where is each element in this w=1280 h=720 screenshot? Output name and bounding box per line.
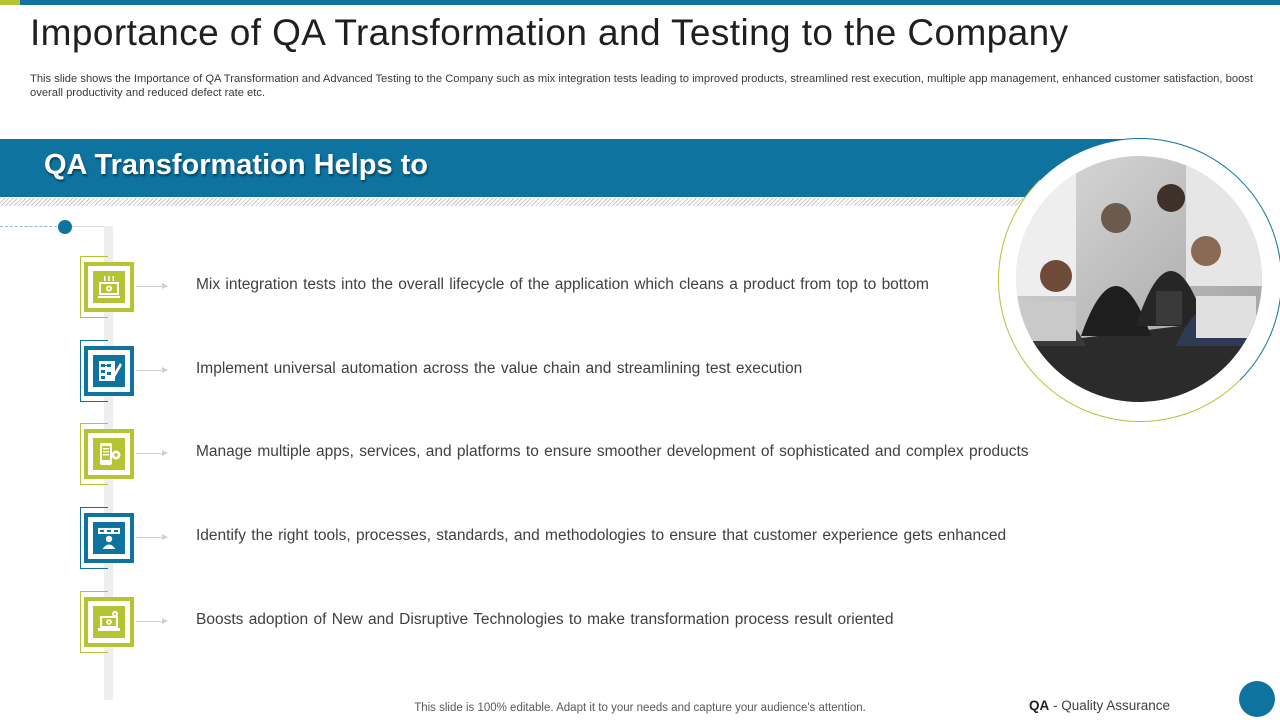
arrow-connector	[136, 621, 166, 622]
monitor-gear-icon	[93, 271, 125, 303]
list-item	[80, 591, 1060, 653]
arrow-connector	[136, 453, 166, 454]
item-text: Boosts adoption of New and Disruptive Technologies to make transformation process result oriented	[196, 611, 894, 628]
section-heading: QA Transformation Helps to	[44, 149, 429, 181]
icon-box	[84, 262, 134, 312]
list-item	[80, 340, 1060, 402]
timeline-connector	[72, 226, 108, 227]
user-screen-icon	[93, 522, 125, 554]
arrow-connector	[136, 370, 166, 371]
arrow-connector	[136, 286, 166, 287]
item-text: Mix integration tests into the overall lifecycle of the application which cleans a product from top to bottom	[196, 276, 929, 293]
list-item	[80, 507, 1060, 569]
footer-note-text: This slide is 100% editable. Adapt it to your needs and capture your audience's attention.	[414, 702, 866, 714]
qa-abbr: QA	[1029, 698, 1050, 713]
slide-title: Importance of QA Transformation and Testing to the Company	[30, 12, 1069, 53]
slide-subtitle: This slide shows the Importance of QA Transformation and Advanced Testing to the Company such as mix integration tests leading to improved products, streamlined rest execution, multiple app management, enhanced customer satisfaction, boost overall productivity and reduced defect rate etc.	[30, 73, 1253, 99]
laptop-gear-icon	[93, 606, 125, 638]
icon-box	[84, 513, 134, 563]
qa-legend	[1029, 698, 1170, 713]
item-text: Manage multiple apps, services, and platforms to ensure smoother development of sophisticated and complex products	[196, 443, 1029, 460]
arrow-connector	[136, 537, 166, 538]
corner-circle	[1239, 681, 1275, 717]
icon-box	[84, 597, 134, 647]
hatched-divider	[0, 198, 1040, 206]
icon-box	[84, 429, 134, 479]
top-accent-bar-green	[0, 0, 20, 5]
flowchart-pencil-icon	[93, 355, 125, 387]
team-meeting-photo	[1016, 156, 1262, 402]
top-accent-bar	[0, 0, 1280, 5]
item-text: Implement universal automation across the value chain and streamlining test execution	[196, 360, 803, 377]
mobile-settings-icon	[93, 438, 125, 470]
timeline-start-dot	[58, 220, 72, 234]
item-text: Identify the right tools, processes, standards, and methodologies to ensure that customer experience gets enhanced	[196, 527, 1007, 544]
qa-full: - Quality Assurance	[1053, 698, 1171, 713]
list-item	[80, 256, 1060, 318]
icon-box	[84, 346, 134, 396]
dashed-connector	[0, 226, 62, 227]
list-item	[80, 423, 1060, 485]
